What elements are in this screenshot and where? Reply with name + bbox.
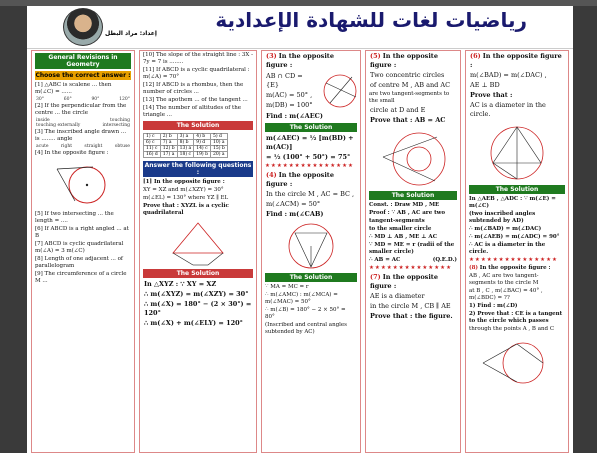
given-line: m(∠EL) = 130° where YZ ∥ EL <box>143 195 229 201</box>
problem-8-heading <box>469 265 565 272</box>
solution-line: ∴ m(∠AMC) : m(∠MCA) = m(∠MAC) = 50° <box>265 292 338 305</box>
prove-line: through the points A , B and C <box>469 326 555 332</box>
problem-heading: In the opposite figure : <box>266 171 334 188</box>
author-credit: إعداد: مراد البطل <box>105 30 157 37</box>
option: obtuse <box>114 144 130 149</box>
option: touching <box>109 118 130 123</box>
question-heading: [1] In the opposite figure : <box>143 179 225 185</box>
table-cell: 6) c <box>144 140 161 146</box>
given-line: m(∠ACM) = 50° <box>266 200 321 208</box>
solution-line: ∴ m(∠X) = 180° − (2 × 30°) = 120° <box>144 300 252 317</box>
question-14: [14] The number of altitudes of the triangle ... <box>143 105 242 118</box>
table-cell: 11) c <box>144 146 161 152</box>
table-cell: 8) b <box>177 140 194 146</box>
option: acute <box>36 144 49 149</box>
question-11: [11] If ABCD is a cyclic quadrilateral : m(∠A) = 70° <box>143 67 250 80</box>
section-band-answer: Answer the following questions : <box>144 162 252 176</box>
prove-line: 2) Prove that : CE is a tangent to the circle which passes <box>469 311 563 324</box>
answer-key-table <box>143 133 228 158</box>
qed-mark: (Q.E.D.) <box>432 257 457 263</box>
solution-text: ∴ AB = AC <box>369 257 401 263</box>
question-6: [6] If ABCD is a right angled ... at B <box>35 226 129 239</box>
question-13: [13] The apothem ... of the tangent ... <box>143 97 248 103</box>
solution-line <box>369 257 457 264</box>
column-mcq <box>31 50 135 453</box>
solution-line: ∴ m(∠X) + m(∠ELY) = 120° <box>144 319 243 327</box>
option: intersecting <box>102 123 130 128</box>
solution-line: Proof : ∵ AB , AC are two <box>369 210 446 216</box>
prove-line: Prove that : XYZL is a cyclic quadrilateral <box>143 203 229 216</box>
option: straight <box>84 144 103 149</box>
problem-heading: In the opposite figure : <box>370 52 438 69</box>
divider: ★★★★★★★★★★★★★★ <box>369 265 453 271</box>
problem-number: (5) <box>370 52 381 60</box>
solution-line: ∵ MD = ME = r (radii of the smaller circle) <box>369 242 455 255</box>
prove-line: Prove that : AB = AC <box>370 116 446 124</box>
column-problems-3-4 <box>261 50 361 453</box>
figure-circle-tangents <box>53 159 113 209</box>
solution-line: ∴ MD ⊥ AB , ME ⊥ AC <box>369 234 438 240</box>
table-cell: 16) d <box>144 152 161 158</box>
question-2-options-2 <box>36 123 130 128</box>
solution-line: ∵ MA = MC = r <box>265 284 309 290</box>
divider: ★★★★★★★★★★★★★★★ <box>265 163 354 169</box>
given-line: at B , C , m(∠BAC) = 40° , m(∠BDC) = ?? <box>469 288 543 301</box>
given-line: in the circle M , CB ∥ AE <box>370 302 451 310</box>
option: 60° <box>63 97 72 102</box>
problem-7-heading <box>370 273 456 291</box>
figure-tangents-circle-m <box>477 335 557 395</box>
question-9: [9] The circumference of a circle M ... <box>35 271 127 284</box>
problem-heading: In the opposite figure : <box>479 265 551 271</box>
given-line: AE ⊥ BD <box>470 81 500 89</box>
problem-number: (8) <box>469 265 479 271</box>
table-cell: 14) c <box>194 146 211 152</box>
solution-line: ∴ m(∠AEB) = m(∠ADC) = 90° <box>469 234 560 240</box>
prove-line: AC is a diameter in the circle. <box>470 101 546 118</box>
table-cell: 18) c <box>177 152 194 158</box>
problem-heading: In the opposite figure : <box>266 52 334 69</box>
question-2: [2] If the perpendicular from the centre ... the circle <box>35 103 127 116</box>
question-8: [8] Length of one adjacent ... of parallelogram <box>35 256 123 269</box>
table-cell: 9) d <box>194 140 211 146</box>
option: right <box>60 144 73 149</box>
question-12: [12] If ABCD is a rhombus, then the number of circles ... <box>143 82 244 95</box>
problem-number: (6) <box>470 52 481 60</box>
given-line: AE is a diameter <box>370 292 425 300</box>
figure-triangle-xyz <box>163 219 233 267</box>
page-title: رياضيات لغات للشهادة الإعدادية <box>215 8 527 32</box>
question-3: [3] The inscribed angle drawn ... is ........ angle <box>35 129 127 142</box>
option: 30° <box>36 97 44 102</box>
solution-line: In △XYZ : ∵ XY = XZ <box>144 280 217 288</box>
option: inside <box>36 118 50 123</box>
section-band-general: General Revisions in Geometry <box>35 53 131 69</box>
solution-line: Const. : Draw MD , ME <box>369 202 440 208</box>
given-line: m(AC) = 50° , <box>266 91 313 99</box>
section-band-solution: The Solution <box>265 273 357 282</box>
option: 90° <box>91 97 100 102</box>
figure-circle-m <box>281 221 341 271</box>
table-cell: 4) b <box>194 134 211 140</box>
table-cell: 15) b <box>211 146 228 152</box>
given-line: m(∠BAD) = m(∠DAC) , <box>470 71 547 79</box>
table-row <box>144 152 228 158</box>
find-line: Find : m(∠AEC) <box>266 112 323 120</box>
table-cell: 13) a <box>177 146 194 152</box>
solution-line: tangent-segments <box>369 218 425 224</box>
table-cell: 10) a <box>211 140 228 146</box>
column-problems-6-8 <box>465 50 569 453</box>
question-1: [1] △ABC is scalene ... then m(∠C) = ...... <box>35 82 112 95</box>
problem-3-heading <box>266 52 356 70</box>
figure-concentric-circles <box>375 127 451 189</box>
column-mcq-cont <box>139 50 257 453</box>
section-band-solution: The Solution <box>469 185 565 194</box>
given-line: XY = XZ and m(∠XZY) = 30° <box>143 187 224 193</box>
solution-line: (Inscribed and central angles subtended by AC) <box>265 322 347 335</box>
given-line: m(DB) = 100° <box>266 101 313 109</box>
divider: ★★★★★★★★★★★★★★★ <box>469 257 558 263</box>
table-cell: 17) a <box>160 152 177 158</box>
given-line: In the circle M , AC = BC , <box>266 190 355 198</box>
problem-6-heading <box>470 52 564 70</box>
figure-circle-chords <box>320 71 360 111</box>
question-3-options <box>36 144 130 149</box>
question-4: [4] In the opposite figure : <box>35 150 109 156</box>
problem-number: (4) <box>266 171 277 179</box>
document-page <box>27 6 573 453</box>
figure-circle-inscribed <box>481 121 553 183</box>
given-line: circle at D and E <box>370 106 426 114</box>
solution-line: = ½ (100° + 50°) = 75° <box>266 153 351 161</box>
table-cell: 12) b <box>160 146 177 152</box>
problem-4-heading <box>266 171 356 189</box>
solution-line: ∴ m(∠BAD) = m(∠DAC) <box>469 226 542 232</box>
table-cell: 5) d <box>211 134 228 140</box>
page-header <box>27 6 573 49</box>
solution-line: to the smaller circle <box>369 226 432 232</box>
option: 120° <box>119 97 130 102</box>
solution-line: ∴ AC is a diameter in the circle. <box>469 242 546 255</box>
table-cell: 19) b <box>194 152 211 158</box>
prove-line: Prove that : the figure. <box>370 312 453 320</box>
table-cell: 7) a <box>160 140 177 146</box>
solution-line: ∴ m(∠XYZ) = m(∠XZY) = 30° <box>144 290 249 298</box>
problem-number: (3) <box>266 52 277 60</box>
given-line: AB ∩ CD = {E} <box>266 72 303 89</box>
column-problems-5-7 <box>365 50 461 453</box>
table-cell: 1) c <box>144 134 161 140</box>
section-band-solution-key: The Solution <box>143 121 253 130</box>
table-cell: 20) a <box>211 152 228 158</box>
solution-line: (two inscribed angles subtended by AD) <box>469 211 536 224</box>
section-band-solution: The Solution <box>265 123 357 132</box>
section-band-solution: The Solution <box>369 191 457 200</box>
table-row <box>144 146 228 152</box>
given-line: are two tangent-segments to the small <box>369 91 450 104</box>
question-1-options <box>36 97 130 102</box>
table-cell: 2) b <box>160 134 177 140</box>
question-5: [5] If two intersecting ... the length = .... <box>35 211 114 224</box>
problem-5-heading <box>370 52 456 70</box>
option: touching externally <box>36 123 81 128</box>
given-line: Two concentric circles <box>370 71 445 79</box>
table-cell: 3) a <box>177 134 194 140</box>
problem-number: (7) <box>370 273 381 281</box>
find-line: 1) Find : m(∠D) <box>469 303 518 309</box>
question-7: [7] ABCD is cyclic quadrilateral m(∠A) = 3 m(∠C) <box>35 241 124 254</box>
section-band-solution: The Solution <box>143 269 253 278</box>
given-line: AB , AC are two tangent-segments to the circle M <box>469 273 539 286</box>
problem-heading: In the opposite figure : <box>370 273 438 290</box>
solution-line: ∴ m(∠B) = 180° − 2 × 50° = 80° <box>265 307 346 320</box>
given-line: of centre M , AB and AC <box>370 81 451 89</box>
section-band-choose: Choose the correct answer : <box>35 72 131 79</box>
question-10: [10] The slope of the straight line : 3X - 7y = 7 is ........ <box>143 52 253 65</box>
problem-heading: In the opposite figure : <box>470 52 562 69</box>
find-line: Find : m(∠CAB) <box>266 210 324 218</box>
solution-line: In △AEB , △ADC : ∵ m(∠E) = m(∠C) <box>469 196 556 209</box>
prove-line: Prove that : <box>470 91 513 99</box>
solution-line: m(∠AEC) = ½ [m(BD) + m(AC)] <box>266 134 354 151</box>
author-photo <box>63 8 103 46</box>
